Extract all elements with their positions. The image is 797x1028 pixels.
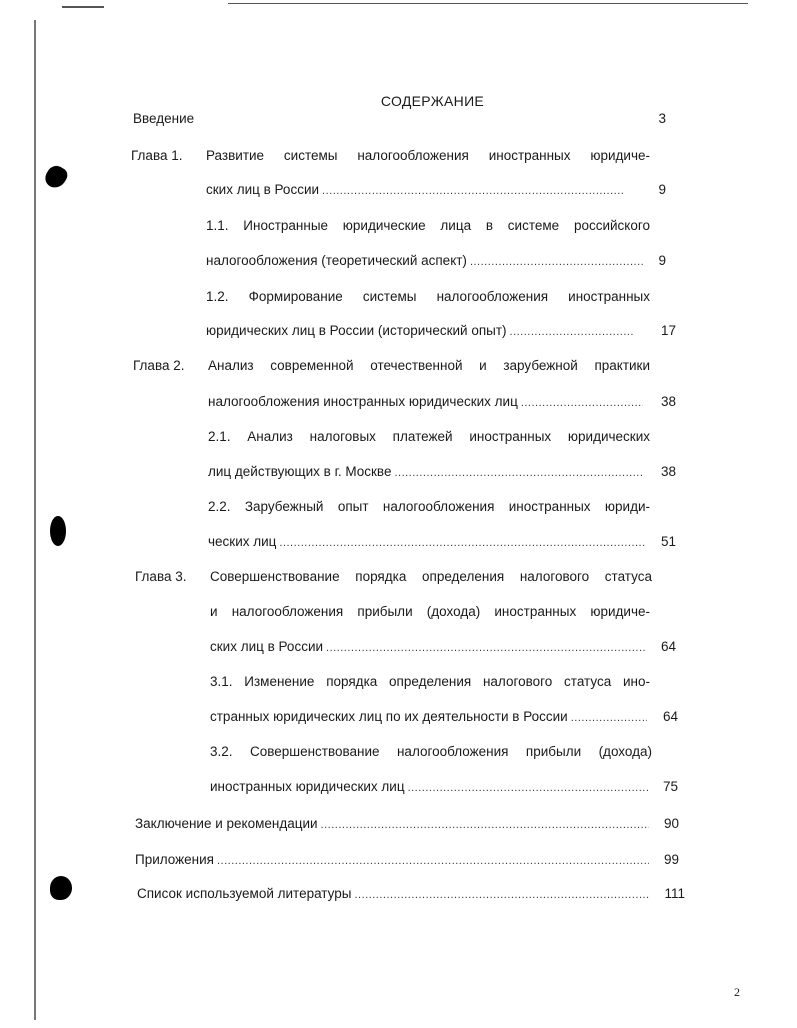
chapter-1-label: Глава 1. bbox=[131, 148, 183, 163]
intro-label: Введение bbox=[133, 111, 195, 126]
chapter-3-title-line-3-text: ских лиц в России bbox=[210, 639, 324, 654]
section-1-1-page-number: 9 bbox=[658, 253, 666, 268]
scan-edge-line-right bbox=[228, 3, 748, 4]
dot-leader bbox=[394, 464, 643, 482]
dot-leader bbox=[279, 534, 645, 552]
section-3-2-line-2 bbox=[210, 778, 652, 796]
section-2-1-line-2-text: лиц действующих в г. Москве bbox=[208, 464, 392, 479]
backmatter-appendices-text: Приложения bbox=[135, 852, 214, 867]
backmatter-conclusion-text: Заключение и рекомендации bbox=[135, 816, 318, 831]
backmatter-appendices bbox=[135, 851, 652, 869]
section-3-2-line-2-text: иностранных юридических лиц bbox=[210, 779, 405, 794]
backmatter-conclusion-page-number: 90 bbox=[663, 816, 679, 831]
section-2-2-line-2 bbox=[208, 533, 648, 551]
chapter-2-title-line-1: Анализ современной отечественной и зарубежной практики bbox=[208, 358, 650, 373]
dot-leader bbox=[326, 639, 645, 657]
chapter-1-title-line-1: Развитие системы налогообложения иностранных юридиче- bbox=[206, 148, 650, 163]
section-2-1-line-1: 2.1. Анализ налоговых платежей иностранных юридических bbox=[208, 429, 650, 444]
dot-leader bbox=[321, 816, 649, 834]
dot-leader bbox=[470, 253, 643, 271]
section-1-2-line-1: 1.2. Формирование системы налогообложения иностранных bbox=[206, 289, 650, 304]
section-3-1-line-2 bbox=[210, 708, 650, 726]
chapter-2-label: Глава 2. bbox=[133, 358, 185, 373]
section-3-1-line-2-text: странных юридических лиц по их деятельности в России bbox=[210, 709, 568, 724]
dot-leader bbox=[354, 886, 649, 904]
section-1-1-line-2-text: налогообложения (теоретический аспект) bbox=[206, 253, 467, 268]
section-2-1-line-2 bbox=[208, 463, 646, 481]
page-number: 2 bbox=[734, 985, 740, 999]
section-2-2-line-2-text: ческих лиц bbox=[208, 534, 277, 549]
dot-leader bbox=[510, 323, 635, 341]
dot-leader bbox=[571, 709, 647, 727]
backmatter-conclusion bbox=[135, 815, 652, 833]
backmatter-bibliography bbox=[137, 885, 652, 903]
page-title: СОДЕРЖАНИЕ bbox=[380, 93, 485, 109]
section-1-1-line-2 bbox=[206, 252, 646, 270]
section-1-2-line-2-text: юридических лиц в России (исторический опыт) bbox=[206, 323, 507, 338]
dot-leader bbox=[322, 182, 623, 200]
section-2-1-page-number: 38 bbox=[660, 464, 676, 479]
section-3-1-line-1: 3.1. Изменение порядка определения налогового статуса ино- bbox=[210, 674, 650, 689]
dot-leader bbox=[408, 779, 649, 797]
section-2-2-page-number: 51 bbox=[660, 534, 676, 549]
chapter-2-title-line-2-text: налогообложения иностранных юридических лиц bbox=[208, 394, 518, 409]
dot-leader bbox=[521, 394, 643, 412]
section-3-2-page-number: 75 bbox=[662, 779, 678, 794]
chapter-3-title-line-2: и налогообложения прибыли (дохода) иностранных юридиче- bbox=[210, 604, 650, 619]
chapter-3-page-number: 64 bbox=[660, 639, 676, 654]
section-1-2-line-2 bbox=[206, 322, 638, 340]
scan-edge-line-left bbox=[62, 6, 104, 8]
backmatter-appendices-page-number: 99 bbox=[663, 852, 679, 867]
intro-page-number: 3 bbox=[658, 111, 666, 126]
section-2-2-line-1: 2.2. Зарубежный опыт налогообложения иностранных юриди- bbox=[208, 499, 650, 514]
chapter-2-title-line-2 bbox=[208, 393, 646, 411]
punch-hole-mark-2 bbox=[50, 516, 66, 546]
punch-hole-mark-1 bbox=[42, 162, 70, 191]
scan-left-margin-line bbox=[34, 20, 36, 1020]
dot-leader bbox=[217, 852, 649, 870]
section-3-2-line-1: 3.2. Совершенствование налогообложения прибыли (дохода) bbox=[210, 744, 652, 759]
chapter-1-title-line-2 bbox=[206, 181, 626, 199]
section-1-1-line-1: 1.1. Иностранные юридические лица в системе российского bbox=[206, 218, 650, 233]
punch-hole-mark-3 bbox=[50, 876, 72, 900]
section-1-2-page-number: 17 bbox=[660, 323, 676, 338]
chapter-3-label: Глава 3. bbox=[135, 569, 187, 584]
chapter-2-page-number: 38 bbox=[660, 394, 676, 409]
chapter-1-page-number: 9 bbox=[658, 182, 666, 197]
section-3-1-page-number: 64 bbox=[662, 709, 678, 724]
backmatter-bibliography-page-number: 111 bbox=[664, 886, 685, 901]
chapter-3-title-line-3 bbox=[210, 638, 648, 656]
chapter-3-title-line-1: Совершенствование порядка определения налогового статуса bbox=[210, 569, 652, 584]
chapter-1-title-line-2-text: ских лиц в России bbox=[206, 182, 320, 197]
backmatter-bibliography-text: Список используемой литературы bbox=[137, 886, 352, 901]
